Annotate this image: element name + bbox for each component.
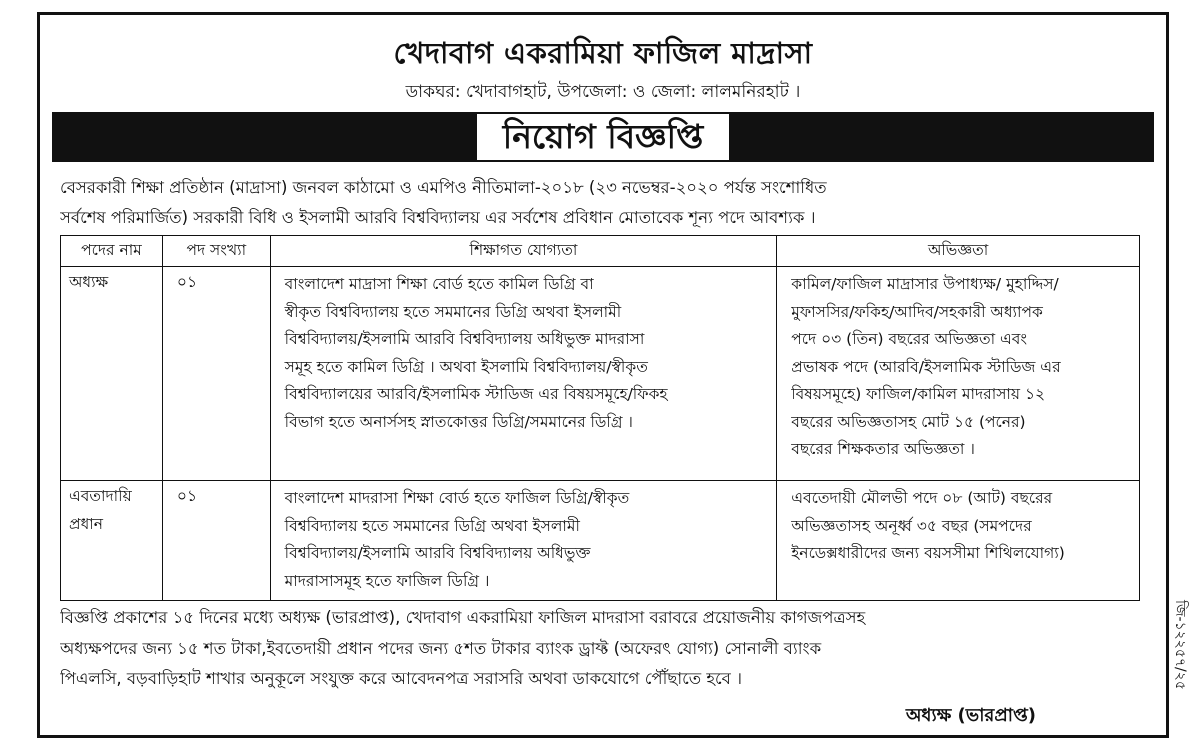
header-qualification: শিক্ষাগত যোগ্যতা: [270, 236, 777, 267]
experience-line: অভিজ্ঞতাসহ অনূর্ধ্ব ৩৫ বছর (সমপদের: [791, 516, 1032, 535]
notice-title: নিয়োগ বিজ্ঞপ্তি: [477, 114, 729, 160]
header-experience: অভিজ্ঞতা: [777, 236, 1140, 267]
instruction-line: পিএলসি, বড়বাড়িহাট শাখার অনুকূলে সংযুক্ত করে আবেদনপত্র সরাসরি অথবা ডাকযোগে পৌঁছাতে হবে ।: [60, 669, 743, 688]
post-count: ০১: [162, 481, 270, 601]
table-row: [61, 481, 1140, 601]
institution-name: খেদাবাগ একরামিয়া ফাজিল মাদ্রাসা: [393, 36, 813, 70]
signature-title: অধ্যক্ষ (ভারপ্রাপ্ত): [905, 705, 1036, 726]
experience-line: এবতেদায়ী মৌলভী পদে ০৮ (আট) বছরের: [791, 489, 1053, 507]
experience-line: পদে ০৩ (তিন) বছরের অভিজ্ঞতা এবং: [791, 330, 1028, 348]
qualification-line: বিভাগ হতে অনার্সসহ স্নাতকোত্তর ডিগ্রি/সমমানের ডিগ্রি ।: [284, 412, 633, 431]
ad-reference-code-text: জি-১২২৫৭/২৫: [1172, 600, 1188, 690]
intro-line: সর্বশেষ পরিমার্জিত) সরকারী বিধি ও ইসলামী আরবি বিশ্ববিদ্যালয় এর সর্বশেষ প্রবিধান মোতাবেক শূন্য পদে আবশ্যক ।: [60, 208, 816, 227]
experience-line: কামিল/ফাজিল মাদ্রাসার উপাধ্যক্ষ/ মুহাদ্দিস/: [791, 275, 1059, 293]
qualification-cell: [270, 481, 777, 601]
vacancy-table: [60, 235, 1140, 601]
application-instructions: [60, 603, 1152, 695]
qualification-line: মাদরাসাসমূহ হতে ফাজিল ডিগ্রি ।: [284, 571, 490, 590]
notice-title-banner: [52, 112, 1154, 162]
header-post-name: পদের নাম: [61, 236, 163, 267]
qualification-line: বাংলাদেশ মাদরাসা শিক্ষা বোর্ড হতে ফাজিল ডিগ্রি/স্বীকৃত: [284, 489, 630, 507]
qualification-cell: [270, 267, 777, 481]
qualification-line: বিশ্ববিদ্যালয়/ইসলামি আরবি বিশ্ববিদ্যালয় অধিভুক্ত মাদরাসা: [284, 330, 645, 348]
institution-address: ডাকঘর: খেদাবাগহাট, উপজেলা: ও জেলা: লালমনিরহাট ।: [405, 82, 801, 102]
qualification-line: বিশ্ববিদ্যালয় হতে সমমানের ডিগ্রি অথবা ইসলামী: [284, 516, 580, 535]
header-post-count: পদ সংখ্যা: [162, 236, 270, 267]
experience-line: বছরের অভিজ্ঞতাসহ মোট ১৫ (পনের): [791, 412, 1026, 431]
experience-line: বিষয়সমূহে) ফাজিল/কামিল মাদরাসায় ১২: [791, 385, 1046, 403]
post-name: অধ্যক্ষ: [61, 267, 163, 481]
qualification-line: বাংলাদেশ মাদ্রাসা শিক্ষা বোর্ড হতে কামিল ডিগ্রি বা: [284, 275, 594, 293]
qualification-line: স্বীকৃত বিশ্ববিদ্যালয় হতে সমমানের ডিগ্রি অথবা ইসলামী: [284, 302, 622, 321]
table-row: [61, 267, 1140, 481]
qualification-line: বিশ্ববিদ্যালয়/ইসলামি আরবি বিশ্ববিদ্যালয় অধিভুক্ত: [284, 544, 591, 562]
experience-cell: [777, 267, 1140, 481]
experience-line: ইনডেক্সধারীদের জন্য বয়সসীমা শিথিলযোগ্য): [791, 544, 1065, 562]
ad-reference-code: [1172, 600, 1196, 730]
table-header-row: [61, 236, 1140, 267]
intro-paragraph: [60, 173, 1152, 233]
post-count: ০১: [162, 267, 270, 481]
experience-cell: [777, 481, 1140, 601]
experience-line: প্রভাষক পদে (আরবি/ইসলামিক স্টাডিজ এর: [791, 357, 1061, 376]
experience-line: বছরের শিক্ষকতার অভিজ্ঞতা ।: [791, 440, 975, 458]
instruction-line: অধ্যক্ষপদের জন্য ১৫ শত টাকা,ইবতেদায়ী প্রধান পদের জন্য ৫শত টাকার ব্যাংক ড্রাফ্ট (অফেরৎ যোগ্য) সোনালী ব্যাংক: [60, 638, 822, 658]
post-name: এবতাদায়ি প্রধান: [61, 481, 163, 601]
intro-line: বেসরকারী শিক্ষা প্রতিষ্ঠান (মাদ্রাসা) জনবল কাঠামো ও এমপিও নীতিমালা-২০১৮ (২৩ নভেম্বর-২০২০ পর্যন্ত সংশোধিত: [60, 178, 827, 197]
qualification-line: বিশ্ববিদ্যালয়ের আরবি/ইসলামিক স্টাডিজ এর বিষয়সমূহে/ফিকহ: [284, 385, 668, 403]
experience-line: মুফাসসির/ফকিহ/আদিব/সহকারী অধ্যাপক: [791, 302, 1043, 321]
instruction-line: বিজ্ঞপ্তি প্রকাশের ১৫ দিনের মধ্যে অধ্যক্ষ (ভারপ্রাপ্ত), খেদাবাগ একরামিয়া ফাজিল মাদরাসা বরাবরে প্রয়োজনীয় কাগজপত্রসহ: [60, 608, 866, 627]
qualification-line: সমূহ হতে কামিল ডিগ্রি । অথবা ইসলামি বিশ্ববিদ্যালয়/স্বীকৃত: [284, 357, 648, 376]
notice-frame: [37, 12, 1169, 738]
